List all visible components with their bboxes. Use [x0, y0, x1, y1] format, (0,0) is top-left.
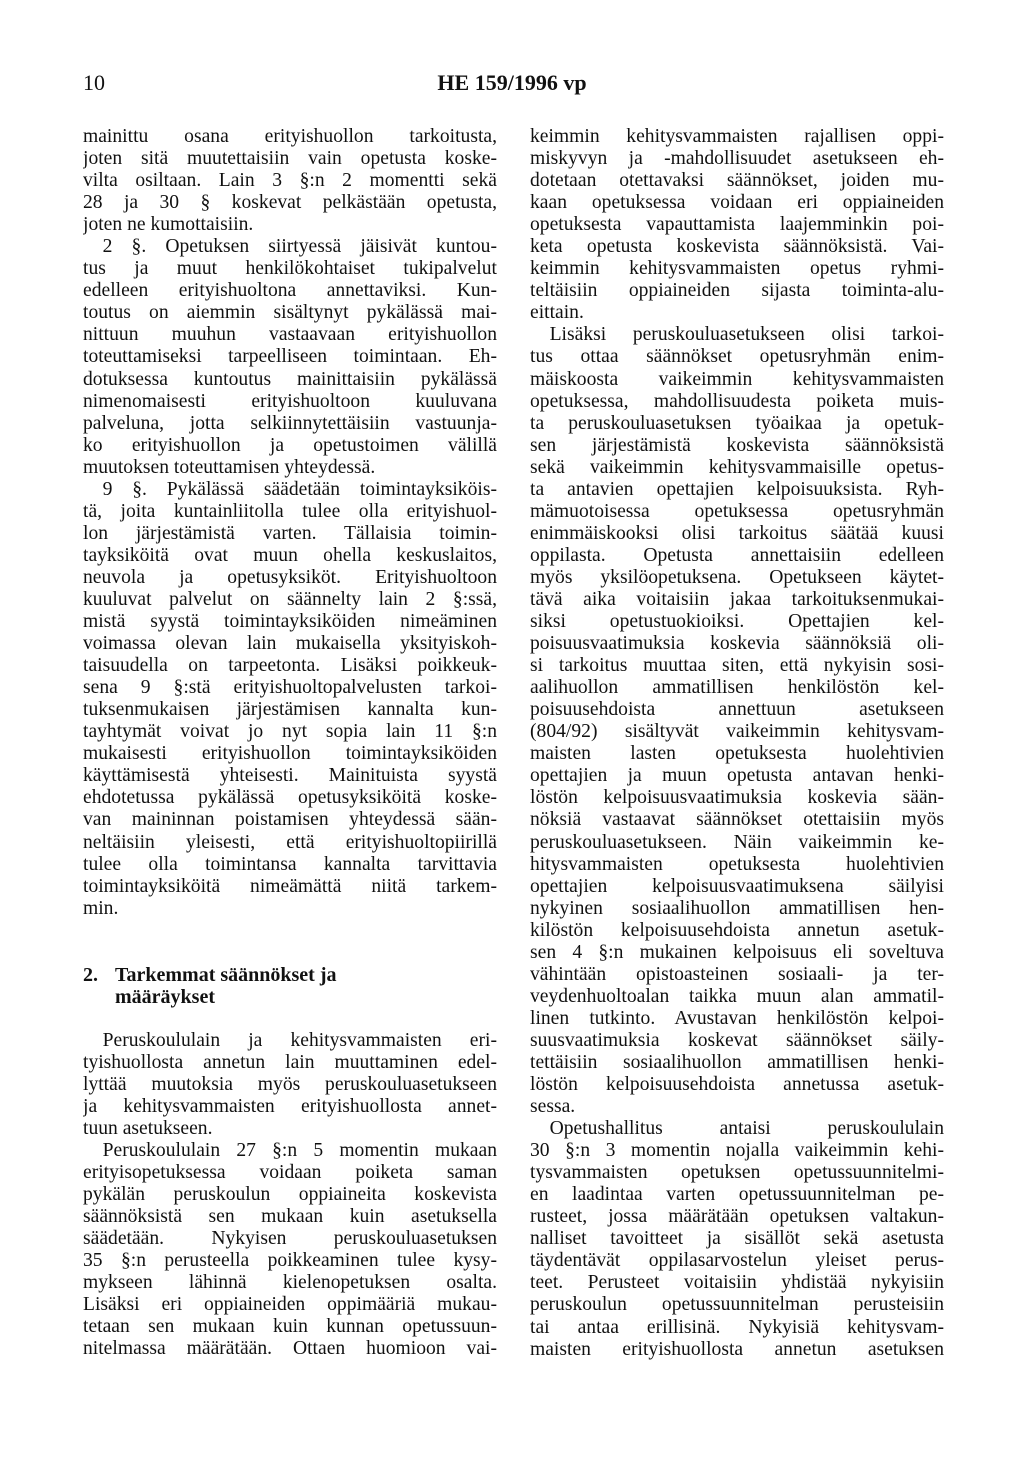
text-line: joten sitä muutettaisiin vain opetusta koske- [83, 148, 497, 170]
text-line: tuksenmukaisen järjestämisen kannalta kun- [83, 699, 497, 721]
text-line: Peruskoululain ja kehitysvammaisten eri- [102, 1029, 497, 1051]
text-line: tysvammaisten opetuksen opetussuunnitelmi- [530, 1162, 944, 1184]
text-line: Peruskoululain 27 §:n 5 momentin mukaan [102, 1140, 497, 1162]
text-line: täydentävät oppilasarvostelun yleiset perus- [530, 1250, 944, 1272]
text-line: rusteet, jossa määrätään opetuksen valtakun- [530, 1206, 944, 1228]
text-line: tuun asetukseen. [83, 1117, 213, 1139]
text-line: edelleen erityishuoltona annettaviksi. Kun- [83, 280, 497, 302]
text-line: mykseen lähinnä kielenopetuksen osalta. [83, 1272, 497, 1294]
text-line: kuuluvat palvelut on säännelty lain 2 §:ssä, [83, 588, 497, 610]
text-line: ko erityishuollon ja opetustoimen välillä [83, 434, 497, 456]
text-line: peruskouluasetukseen. Näin vaikeimmin ke- [530, 831, 944, 853]
text-line: tayhtymät voivat jo nyt sopia lain 11 §:n [83, 721, 497, 743]
text-line: hitysvammaisten opetuksesta huolehtivien [530, 853, 944, 875]
text-line: tetaan sen mukaan kuin kunnan opetussuun- [83, 1316, 497, 1338]
text-line: peruskoulun opetussuunnitelman perusteisiin [530, 1294, 944, 1316]
text-line: 28 ja 30 § koskevat pelkästään opetusta, [83, 192, 497, 214]
text-line: tyishuollosta annetun lain muuttaminen edel- [83, 1051, 497, 1073]
text-line: 30 §:n 3 momentin nojalla vaikeimmin kehi- [530, 1140, 944, 1162]
text-line: maisten lasten opetuksesta huolehtivien [530, 743, 944, 765]
text-line: 9 §. Pykälässä säädetään toimintayksiköis- [102, 478, 497, 500]
text-line: toutus on aiemmin sisältynyt pykälässä mai- [83, 302, 497, 324]
text-line: myös yksilöopetuksena. Opetukseen käytet- [530, 566, 944, 588]
text-line: mämuotoisessa opetuksessa opetusryhmän [530, 500, 944, 522]
paragraph [83, 1030, 497, 1140]
spacer [83, 920, 497, 942]
text-line: poisuusehdoista annettuun asetukseen [530, 699, 944, 721]
text-line: käyttämisestä yhteisesti. Mainituista syystä [83, 765, 497, 787]
text-line: oppilasta. Opetusta annettaisiin edelleen [530, 544, 944, 566]
paragraph [530, 324, 944, 1118]
text-line: neuvola ja opetusyksiköt. Erityishuoltoon [83, 566, 497, 588]
text-line: kilöstön kelpoisuusehdoista annetun asetuk- [530, 919, 944, 941]
text-line: mukaisesti erityishuollon toimintayksiköiden [83, 743, 497, 765]
text-line: pykälän peruskoulun oppiaineita koskevista [83, 1184, 497, 1206]
text-line: 2 §. Opetuksen siirtyessä jäisivät kuntou- [102, 236, 497, 258]
text-line: dotuksessa kuntoutus mainittaisiin pykälässä [83, 368, 497, 390]
text-line: miskyvyn ja -mahdollisuudet asetukseen eh- [530, 148, 944, 170]
text-line: sessa. [530, 1096, 576, 1118]
text-line: nalliset tavoitteet ja sisällöt sekä asetusta [530, 1228, 944, 1250]
text-line: nimenomaisesti erityishuoltoon kuuluvana [83, 390, 497, 412]
text-line: mainittu osana erityishuollon tarkoitusta, [83, 126, 497, 147]
text-line: Opetushallitus antaisi peruskoululain [549, 1118, 944, 1140]
text-line: opetuksessa, mahdollisuudesta poiketa muis- [530, 390, 944, 412]
text-line: sena 9 §:stä erityishuoltopalvelusten tarkoi- [83, 677, 497, 699]
text-line: aalihuollon ammatillisen henkilöstön kel- [530, 677, 944, 699]
text-line: opetuksesta vapauttamista laajemminkin poi- [530, 214, 944, 236]
text-line: erityisopetuksessa voidaan poiketa saman [83, 1162, 497, 1184]
text-line: min. [83, 897, 119, 919]
text-line: teltäisiin oppiaineiden sijasta toiminta-alu- [530, 280, 944, 302]
text-line: ehdotetussa pykälässä opetusyksiköitä koske- [83, 787, 497, 809]
paragraph [83, 479, 497, 920]
spacer [83, 942, 497, 964]
text-line: löstön kelpoisuusehdoista annetussa asetuk- [530, 1074, 944, 1096]
page-header [0, 70, 1024, 102]
text-line: säädetään. Nykyisen peruskouluasetuksen [83, 1228, 497, 1250]
text-line: toteuttamiseksi tarpeelliseen toimintaan. Eh- [83, 346, 497, 368]
paragraph [530, 126, 944, 324]
text-line: sen 4 §:n mukainen kelpoisuus eli soveltuva [530, 941, 944, 963]
text-line: sen järjestämistä koskevista säännöksistä [530, 434, 944, 456]
spacer [83, 1008, 497, 1030]
text-line: mistä syystä toimintayksiköiden nimeäminen [83, 611, 497, 633]
left-column [83, 126, 497, 1360]
section-title [115, 964, 337, 1008]
text-line: opettajien ja muun opetusta antavan henki- [530, 765, 944, 787]
text-line: opettajien kelpoisuusvaatimuksena säilyisi [530, 875, 944, 897]
text-line: siksi opetustuokioiksi. Opettajien kel- [530, 611, 944, 633]
section-number: 2. [83, 963, 98, 986]
text-line: muutoksen toteuttamisen yhteydessä. [83, 456, 376, 478]
text-line: enimmäiskooksi olisi tarkoitus säätää kuusi [530, 522, 944, 544]
text-line: toimintayksiköitä nimeämättä niitä tarkem- [83, 875, 497, 897]
text-line: ta antavien opettajien kelpoisuuksista. Ryh- [530, 478, 944, 500]
text-line: sekä vaikeimmin kehitysvammaisille opetus- [530, 456, 944, 478]
text-line: vilta osiltaan. Lain 3 §:n 2 momentti sekä [83, 170, 497, 192]
text-line: keimmin kehitysvammaisten opetus ryhmi- [530, 258, 944, 280]
text-line: nitelmassa määrätään. Ottaen huomioon vai- [83, 1338, 497, 1360]
text-line: poisuusvaatimuksia koskevia säännöksiä oli- [530, 633, 944, 655]
right-column [530, 126, 944, 1361]
text-line: taisuudella on tarpeetonta. Lisäksi poikkeuk- [83, 655, 497, 677]
text-line: nöksiä vastaavat säännökset otettaisiin myös [530, 809, 944, 831]
text-line: tä, joita kuntainliitolla tulee olla erityishuol- [83, 500, 497, 522]
text-line: tus ottaa säännökset opetusryhmän enim- [530, 346, 944, 368]
page-number: 10 [83, 70, 105, 95]
text-line: keimmin kehitysvammaisten rajallisen oppi- [530, 126, 944, 147]
text-line: teet. Perusteet voitaisiin yhdistää nykyisiin [530, 1272, 944, 1294]
text-line: linen tutkinto. Avustavan henkilöstön kelpoi- [530, 1007, 944, 1029]
text-line: maisten erityishuollosta annetun asetuksen [530, 1338, 944, 1360]
text-line: veydenhuoltoalan taikka muun alan ammatil- [530, 985, 944, 1007]
text-line: tayksiköitä ovat muun ohella keskuslaitos, [83, 544, 497, 566]
text-line: neltäisiin yleisesti, että erityishuoltopiirillä [83, 831, 497, 853]
paragraph [83, 126, 497, 236]
text-line: ta peruskouluasetuksen työaikaa ja opetuk- [530, 412, 944, 434]
text-line: lon järjestämistä varten. Tällaisia toimin- [83, 522, 497, 544]
text-line: joten ne kumottaisiin. [83, 214, 254, 236]
text-line: keta opetusta koskevista säännöksistä. Vai- [530, 236, 944, 258]
paragraph [83, 1140, 497, 1360]
text-line: määräykset [115, 985, 215, 1008]
text-line: nykyinen sosiaalihuollon ammatillisen hen- [530, 897, 944, 919]
text-line: tävä aika voitaisiin jakaa tarkoituksenmukai- [530, 588, 944, 610]
text-line: löstön kelpoisuusvaatimuksia koskevia sään- [530, 787, 944, 809]
text-line: tai antaa erillisinä. Nykyisiä kehitysvam- [530, 1316, 944, 1338]
text-line: 35 §:n perusteella poikkeaminen tulee kysy- [83, 1250, 497, 1272]
text-line: en laadintaa varten opetussuunnitelman pe- [530, 1184, 944, 1206]
text-line: vähintään opistoasteinen sosiaali- ja ter- [530, 963, 944, 985]
document-id: HE 159/1996 vp [437, 70, 587, 95]
text-line: säännöksistä sen mukaan kuin asetuksella [83, 1206, 497, 1228]
text-line: si tarkoitus muuttaa siten, että nykyisin sosi- [530, 655, 944, 677]
text-line: ja kehitysvammaisten erityishuollosta annet- [83, 1095, 497, 1117]
text-line: Lisäksi peruskouluasetukseen olisi tarkoi- [549, 324, 944, 346]
text-line: tettäisiin sosiaalihuollon ammatillisen henki- [530, 1051, 944, 1073]
text-line: mäiskoosta vaikeimmin kehitysvammaisten [530, 368, 944, 390]
text-line: eittain. [530, 302, 584, 324]
text-line: (804/92) sisältyvät vaikeimmin kehitysvam- [530, 721, 944, 743]
paragraph [83, 236, 497, 479]
text-line: tus ja muut henkilökohtaiset tukipalvelut [83, 258, 497, 280]
text-line: palveluna, jotta selkiinnytettäisiin vastuunja- [83, 412, 497, 434]
text-line: lyttää muutoksia myös peruskouluasetukseen [83, 1073, 497, 1095]
text-line: suusvaatimuksia koskevat säännökset säily- [530, 1029, 944, 1051]
section-heading [83, 964, 497, 1008]
text-line: dotetaan otettavaksi säännökset, joiden mu- [530, 170, 944, 192]
paragraph [530, 1118, 944, 1361]
text-line: Tarkemmat säännökset ja [115, 963, 337, 986]
text-line: Lisäksi eri oppiaineiden oppimääriä mukau- [83, 1294, 497, 1316]
text-line: van maininnan poistamisen yhteydessä sään- [83, 809, 497, 831]
text-line: tulee olla toimintansa kannalta tarvittavia [83, 853, 497, 875]
text-line: kaan opetuksessa voidaan eri oppiaineiden [530, 192, 944, 214]
text-line: voimassa olevan lain mukaisella yksityiskoh- [83, 633, 497, 655]
text-line: nittuun muuhun vastaavaan erityishuollon [83, 324, 497, 346]
